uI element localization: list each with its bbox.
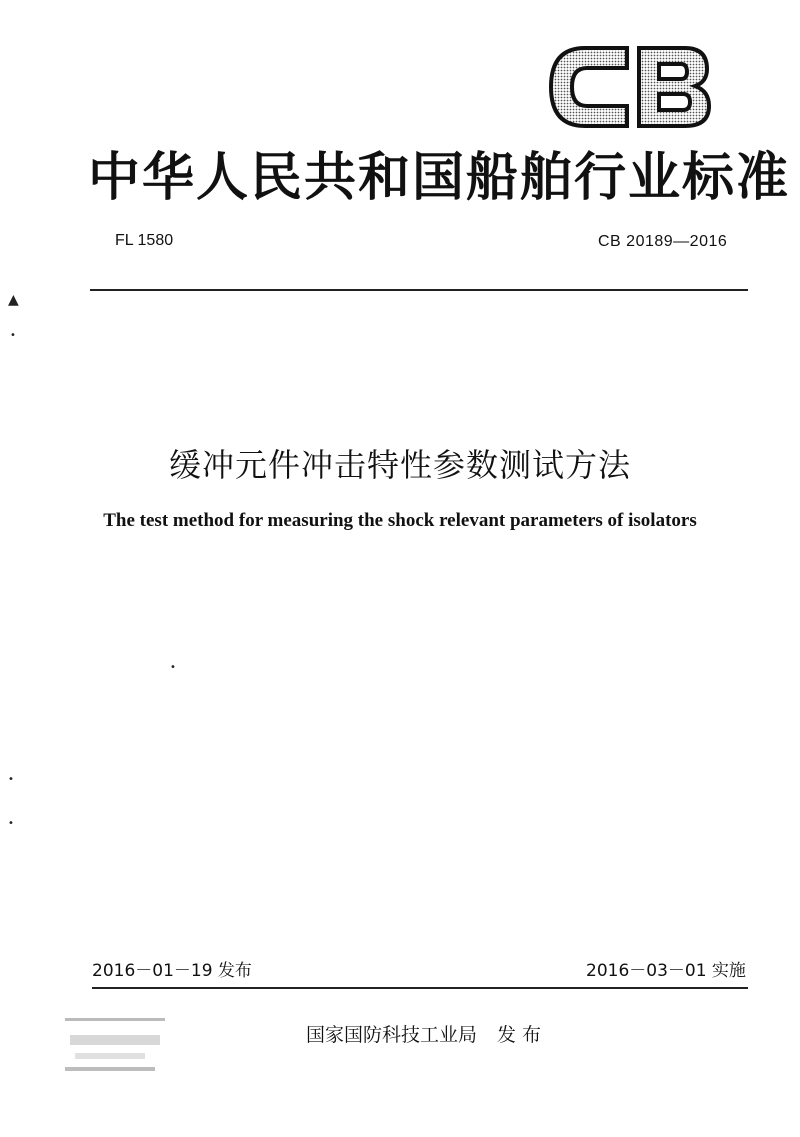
standard-title: 中华人民共和国船舶行业标准 (88, 148, 791, 208)
standard-number: CB 20189—2016 (598, 233, 728, 250)
stamp-mark (65, 1015, 170, 1077)
bottom-divider (92, 987, 748, 989)
scan-mark: • (8, 774, 14, 785)
publisher-action: 发 布 (497, 1024, 542, 1046)
publisher (306, 1020, 541, 1047)
document-title-cn: 缓冲元件冲击特性参数测试方法 (168, 446, 631, 484)
publisher-name: 国家国防科技工业局 (306, 1024, 478, 1046)
issue-date: 2016－01－19 发布 (92, 961, 252, 981)
scan-mark: • (170, 662, 176, 673)
implementation-date: 2016－03－01 实施 (586, 961, 746, 981)
cb-logo (545, 42, 715, 132)
scan-mark: • (10, 330, 16, 341)
classification-code: FL 1580 (115, 232, 174, 249)
scan-mark: ▲ (8, 292, 19, 308)
top-divider (90, 289, 748, 291)
document-title-en: The test method for measuring the shock relevant parameters of isolators (103, 510, 697, 531)
scan-mark: • (8, 818, 14, 829)
